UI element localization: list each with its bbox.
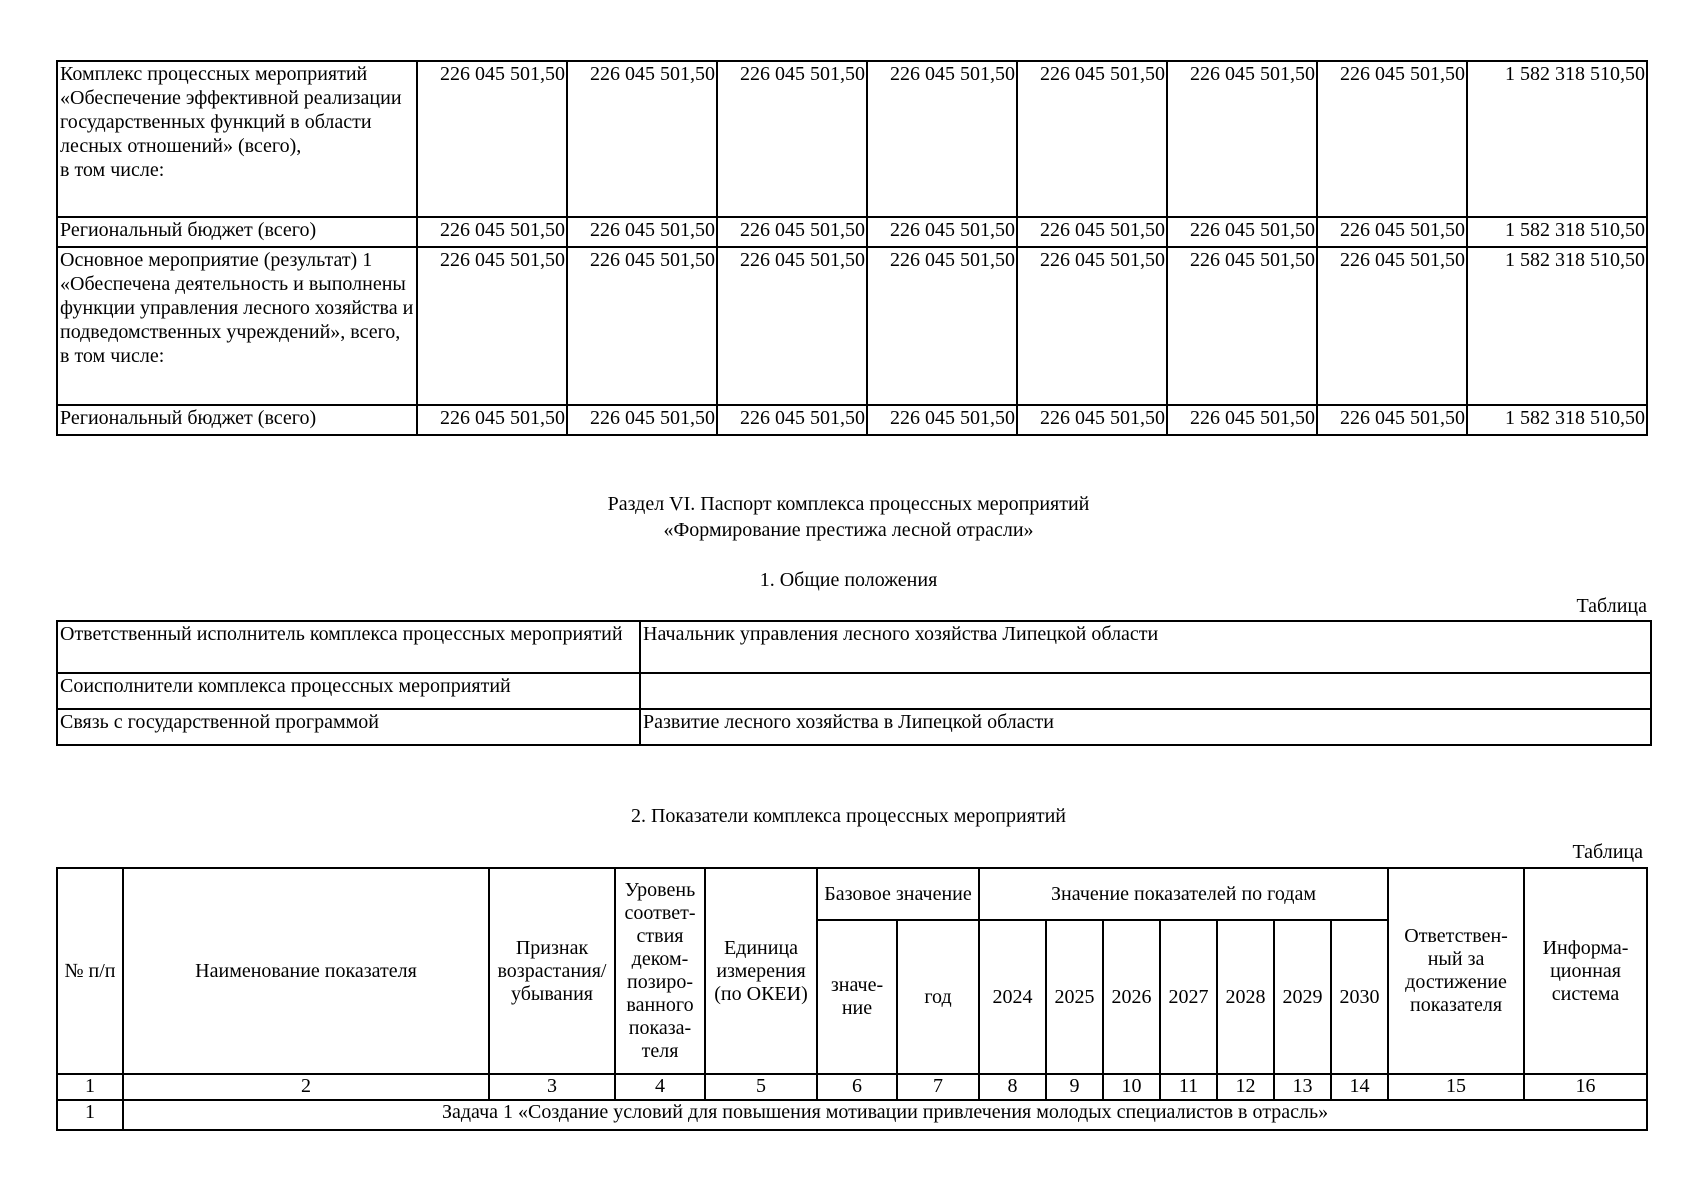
header-base-year: год <box>897 920 979 1074</box>
value-cell: 226 045 501,50 <box>1017 247 1167 405</box>
value-cell: 226 045 501,50 <box>717 61 867 217</box>
total-cell: 1 582 318 510,50 <box>1467 217 1647 247</box>
value-cell: 226 045 501,50 <box>567 61 717 217</box>
header-sign: Признак возрастания/ убывания <box>489 868 615 1074</box>
total-cell: 1 582 318 510,50 <box>1467 247 1647 405</box>
value-cell: 226 045 501,50 <box>567 405 717 435</box>
value-cell: 226 045 501,50 <box>867 61 1017 217</box>
header-year: 2025 <box>1046 920 1103 1074</box>
indicators-table <box>56 867 1648 1131</box>
column-number: 6 <box>817 1074 897 1100</box>
value-cell: 226 045 501,50 <box>717 405 867 435</box>
header-level: Уровень соответ-ствия деком-позиро-ванного показа-теля <box>615 868 705 1074</box>
value-cell: 226 045 501,50 <box>417 61 567 217</box>
value-cell: 226 045 501,50 <box>867 247 1017 405</box>
row-label: Региональный бюджет (всего) <box>57 405 417 435</box>
total-cell: 1 582 318 510,50 <box>1467 61 1647 217</box>
header-years-group: Значение показателей по годам <box>979 868 1388 920</box>
value-cell: 226 045 501,50 <box>1317 61 1467 217</box>
row-label: Связь с государственной программой <box>57 709 640 745</box>
general-provisions-table <box>56 620 1652 746</box>
value-cell: 226 045 501,50 <box>867 405 1017 435</box>
value-cell: 226 045 501,50 <box>417 217 567 247</box>
value-cell: 226 045 501,50 <box>717 217 867 247</box>
column-number: 10 <box>1103 1074 1160 1100</box>
row-value: Развитие лесного хозяйства в Липецкой области <box>640 709 1651 745</box>
row-value: Начальник управления лесного хозяйства Липецкой области <box>640 621 1651 673</box>
table-row <box>57 709 1651 745</box>
column-number: 5 <box>705 1074 817 1100</box>
header-year: 2029 <box>1274 920 1331 1074</box>
header-year: 2028 <box>1217 920 1274 1074</box>
table-row <box>57 621 1651 673</box>
column-number: 2 <box>123 1074 489 1100</box>
value-cell: 226 045 501,50 <box>1317 217 1467 247</box>
column-number: 12 <box>1217 1074 1274 1100</box>
column-number: 14 <box>1331 1074 1388 1100</box>
table-row <box>57 405 1647 435</box>
value-cell: 226 045 501,50 <box>567 247 717 405</box>
value-cell: 226 045 501,50 <box>1017 61 1167 217</box>
header-base: Базовое значение <box>817 868 979 920</box>
header-year: 2027 <box>1160 920 1217 1074</box>
value-cell: 226 045 501,50 <box>567 217 717 247</box>
column-number-row <box>57 1074 1647 1100</box>
header-name: Наименование показателя <box>123 868 489 1074</box>
row-value <box>640 673 1651 709</box>
table-row <box>57 61 1647 217</box>
column-number: 13 <box>1274 1074 1331 1100</box>
header-year: 2026 <box>1103 920 1160 1074</box>
value-cell: 226 045 501,50 <box>1017 405 1167 435</box>
value-cell: 226 045 501,50 <box>1167 405 1317 435</box>
value-cell: 226 045 501,50 <box>1317 405 1467 435</box>
table-row <box>57 673 1651 709</box>
value-cell: 226 045 501,50 <box>1167 247 1317 405</box>
header-responsible: Ответствен-ный за достижение показателя <box>1388 868 1524 1074</box>
value-cell: 226 045 501,50 <box>1167 217 1317 247</box>
header-row <box>57 868 1647 920</box>
value-cell: 226 045 501,50 <box>1167 61 1317 217</box>
column-number: 16 <box>1524 1074 1647 1100</box>
subsection-title-indicators: 2. Показатели комплекса процессных мероприятий <box>630 805 1066 827</box>
header-year: 2030 <box>1331 920 1388 1074</box>
value-cell: 226 045 501,50 <box>417 405 567 435</box>
row-label: Соисполнители комплекса процессных мероприятий <box>57 673 640 709</box>
header-infosys: Информа-ционная система <box>1524 868 1647 1074</box>
total-cell: 1 582 318 510,50 <box>1467 405 1647 435</box>
row-label: Комплекс процессных мероприятий «Обеспечение эффективной реализации государственных функций в области лесных отношений» (всего), в том числе: <box>57 61 417 217</box>
column-number: 15 <box>1388 1074 1524 1100</box>
row-label: Основное мероприятие (результат) 1 «Обеспечена деятельность и выполнены функции управления лесного хозяйства и подведомственных учреждений», всего, в том числе: <box>57 247 417 405</box>
header-num: № п/п <box>57 868 123 1074</box>
header-base-value: значе-ние <box>817 920 897 1074</box>
task-number: 1 <box>57 1100 123 1130</box>
task-row <box>57 1100 1647 1130</box>
table-caption: Таблица <box>1572 841 1643 863</box>
task-title: Задача 1 «Создание условий для повышения мотивации привлечения молодых специалистов в отрасль» <box>123 1100 1647 1130</box>
row-label: Региональный бюджет (всего) <box>57 217 417 247</box>
column-number: 1 <box>57 1074 123 1100</box>
table-row <box>57 247 1647 405</box>
table-row <box>57 217 1647 247</box>
section-title-line1: Раздел VI. Паспорт комплекса процессных мероприятий <box>607 493 1090 515</box>
column-number: 11 <box>1160 1074 1217 1100</box>
subsection-title-general: 1. Общие положения <box>759 569 938 591</box>
column-number: 8 <box>979 1074 1046 1100</box>
row-label: Ответственный исполнитель комплекса процессных мероприятий <box>57 621 640 673</box>
header-year: 2024 <box>979 920 1046 1074</box>
value-cell: 226 045 501,50 <box>1017 217 1167 247</box>
value-cell: 226 045 501,50 <box>1317 247 1467 405</box>
table-caption: Таблица <box>1576 595 1647 617</box>
column-number: 7 <box>897 1074 979 1100</box>
value-cell: 226 045 501,50 <box>417 247 567 405</box>
value-cell: 226 045 501,50 <box>867 217 1017 247</box>
column-number: 9 <box>1046 1074 1103 1100</box>
header-unit: Единица измерения (по ОКЕИ) <box>705 868 817 1074</box>
column-number: 3 <box>489 1074 615 1100</box>
value-cell: 226 045 501,50 <box>717 247 867 405</box>
financing-table <box>56 60 1648 436</box>
column-number: 4 <box>615 1074 705 1100</box>
section-title-line2: «Формирование престижа лесной отрасли» <box>663 519 1034 541</box>
